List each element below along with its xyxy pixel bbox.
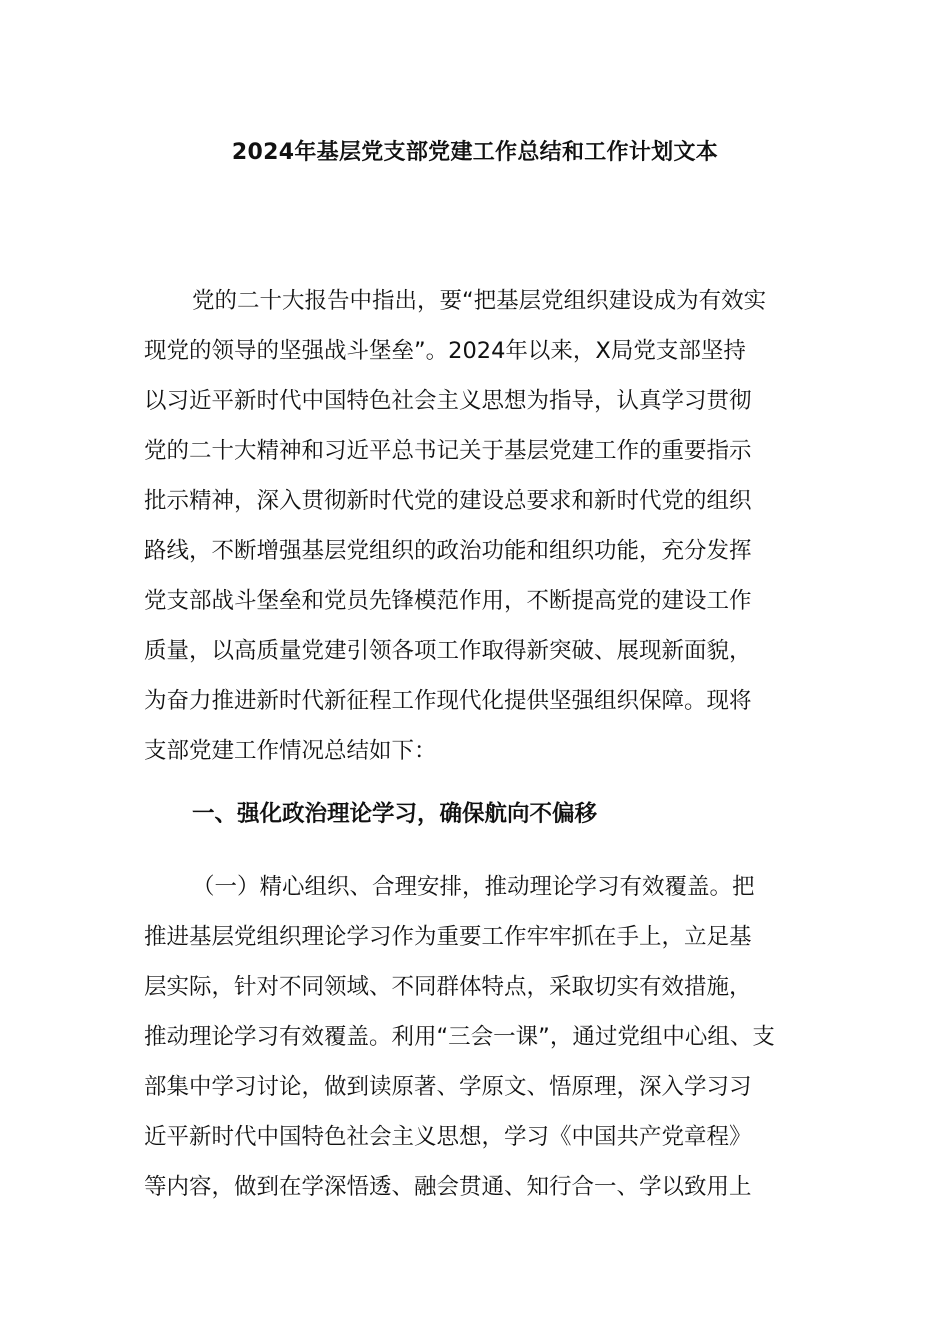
section-line: 等内容，做到在学深悟透、融会贯通、知行合一、学以致用上	[144, 1174, 752, 1200]
intro-line: 党的二十大报告中指出，要“把基层党组织建设成为有效实	[192, 288, 767, 314]
document-title: 2024年基层党支部党建工作总结和工作计划文本	[231, 140, 719, 165]
intro-line: 路线，不断增强基层党组织的政治功能和组织功能，充分发挥	[144, 538, 752, 564]
intro-line: 党支部战斗堡垒和党员先锋模范作用，不断提高党的建设工作	[144, 588, 752, 614]
intro-line: 批示精神，深入贯彻新时代党的建设总要求和新时代党的组织	[144, 488, 752, 514]
section-line: 层实际，针对不同领域、不同群体特点，采取切实有效措施，	[144, 974, 752, 1000]
intro-line: 现党的领导的坚强战斗堡垒”。2024年以来，X局党支部坚持	[144, 338, 746, 364]
section-line: 推动理论学习有效覆盖。利用“三会一课”，通过党组中心组、支	[144, 1024, 775, 1050]
intro-line: 以习近平新时代中国特色社会主义思想为指导，认真学习贯彻	[144, 388, 752, 414]
intro-line: 支部党建工作情况总结如下：	[144, 738, 437, 764]
section-line: 部集中学习讨论，做到读原著、学原文、悟原理，深入学习习	[144, 1074, 752, 1100]
section-line: 近平新时代中国特色社会主义思想，学习《中国共产党章程》	[144, 1124, 752, 1150]
intro-line: 为奋力推进新时代新征程工作现代化提供坚强组织保障。现将	[144, 688, 752, 714]
intro-line: 党的二十大精神和习近平总书记关于基层党建工作的重要指示	[144, 438, 752, 464]
section-line: （一）精心组织、合理安排，推动理论学习有效覆盖。把	[192, 874, 755, 900]
section-line: 推进基层党组织理论学习作为重要工作牢牢抓在手上，立足基	[144, 924, 752, 950]
section-heading: 一、强化政治理论学习，确保航向不偏移	[192, 801, 598, 827]
intro-line: 质量，以高质量党建引领各项工作取得新突破、展现新面貌，	[144, 638, 752, 664]
